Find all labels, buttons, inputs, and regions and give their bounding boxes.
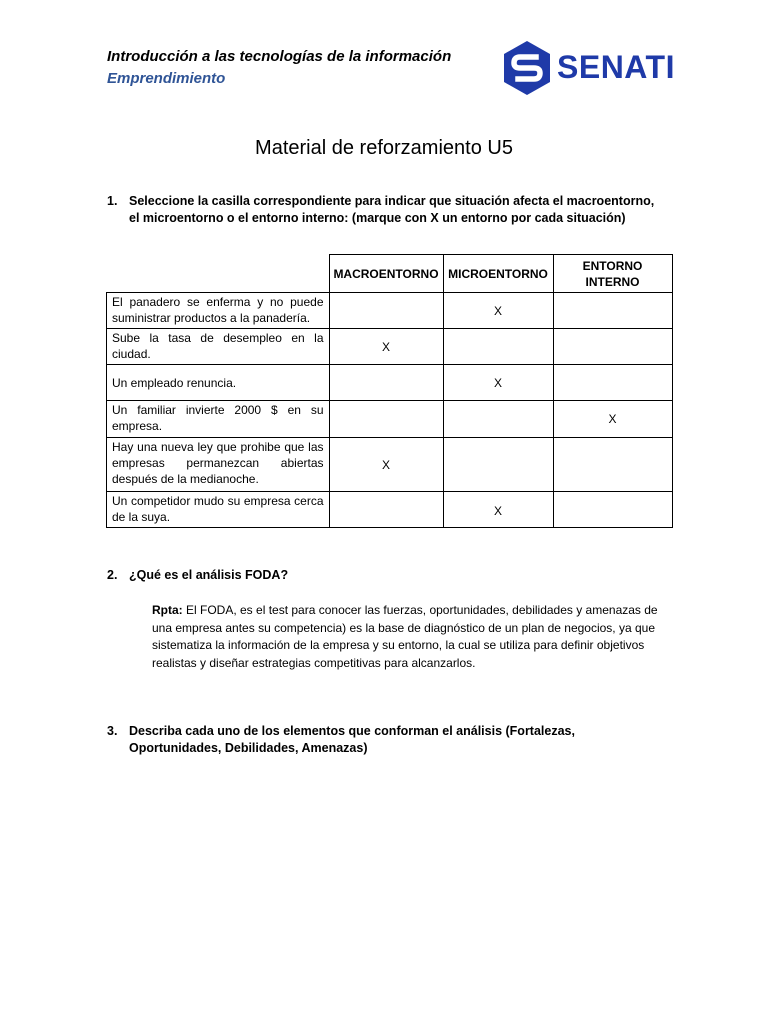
senati-logo [500,40,688,96]
question-2 [107,567,667,584]
header-microentorno: MICROENTORNO [443,255,553,293]
document-title: Material de reforzamiento U5 [255,137,513,159]
table-row [107,293,673,329]
course-subtitle: Emprendimiento [107,70,226,87]
internal-mark-cell: X [553,401,672,438]
question-2-text: ¿Qué es el análisis FODA? [129,568,289,582]
answer-text: El FODA, es el test para conocer las fuerzas, oportunidades, debilidades y amenazas de una empresa antes su competencia) es la base de diagnóstico de un plan de negocios, ya que sistematiza la información de la empresa y su entorno, la cual se utiliza para definir objetivos realistas y diseñar estrategias competitivas para alcanzarlos. [152,603,658,670]
question-3 [107,723,667,757]
environment-table [106,254,673,528]
macro-mark-cell: X [329,329,443,365]
micro-mark-cell [443,438,553,492]
header-entorno-interno: ENTORNO INTERNO [553,255,672,293]
table-row [107,401,673,438]
course-title: Introducción a las tecnologías de la información [107,48,452,65]
micro-mark-cell: X [443,365,553,401]
internal-mark-cell [553,293,672,329]
question-3-text: Describa cada uno de los elementos que conforman el análisis (Fortalezas, Oportunidades, Debilidades, Amenazas) [129,724,575,755]
situation-cell: Un empleado renuncia. [107,365,330,401]
situation-cell: Hay una nueva ley que prohibe que las empresas permanezcan abiertas después de la medianoche. [107,438,330,492]
header-macroentorno: MACROENTORNO [329,255,443,293]
logo-text: SENATI [557,49,675,85]
micro-mark-cell [443,401,553,438]
question-3-number: 3. [107,724,118,738]
table-row [107,365,673,401]
senati-logo-icon [500,40,554,96]
situation-cell: Un competidor mudo su empresa cerca de la suya. [107,492,330,528]
internal-mark-cell [553,492,672,528]
question-1-number: 1. [107,194,118,208]
question-1 [107,193,667,227]
macro-mark-cell: X [329,438,443,492]
question-2-answer [152,602,662,672]
table-row [107,492,673,528]
question-1-text: Seleccione la casilla correspondiente para indicar que situación afecta el macroentorno, el microentorno o el entorno interno: (marque con X un entorno por cada situación) [129,194,655,225]
micro-mark-cell: X [443,293,553,329]
situation-cell: Un familiar invierte 2000 $ en su empresa. [107,401,330,438]
micro-mark-cell [443,329,553,365]
macro-mark-cell [329,401,443,438]
table-corner-blank [107,255,330,293]
situation-cell: Sube la tasa de desempleo en la ciudad. [107,329,330,365]
macro-mark-cell [329,293,443,329]
answer-label: Rpta: [152,603,183,617]
table-row [107,438,673,492]
table-row [107,329,673,365]
internal-mark-cell [553,329,672,365]
internal-mark-cell [553,438,672,492]
micro-mark-cell: X [443,492,553,528]
internal-mark-cell [553,365,672,401]
situation-cell: El panadero se enferma y no puede suministrar productos a la panadería. [107,293,330,329]
question-2-number: 2. [107,568,118,582]
macro-mark-cell [329,492,443,528]
macro-mark-cell [329,365,443,401]
document-header [107,48,451,87]
